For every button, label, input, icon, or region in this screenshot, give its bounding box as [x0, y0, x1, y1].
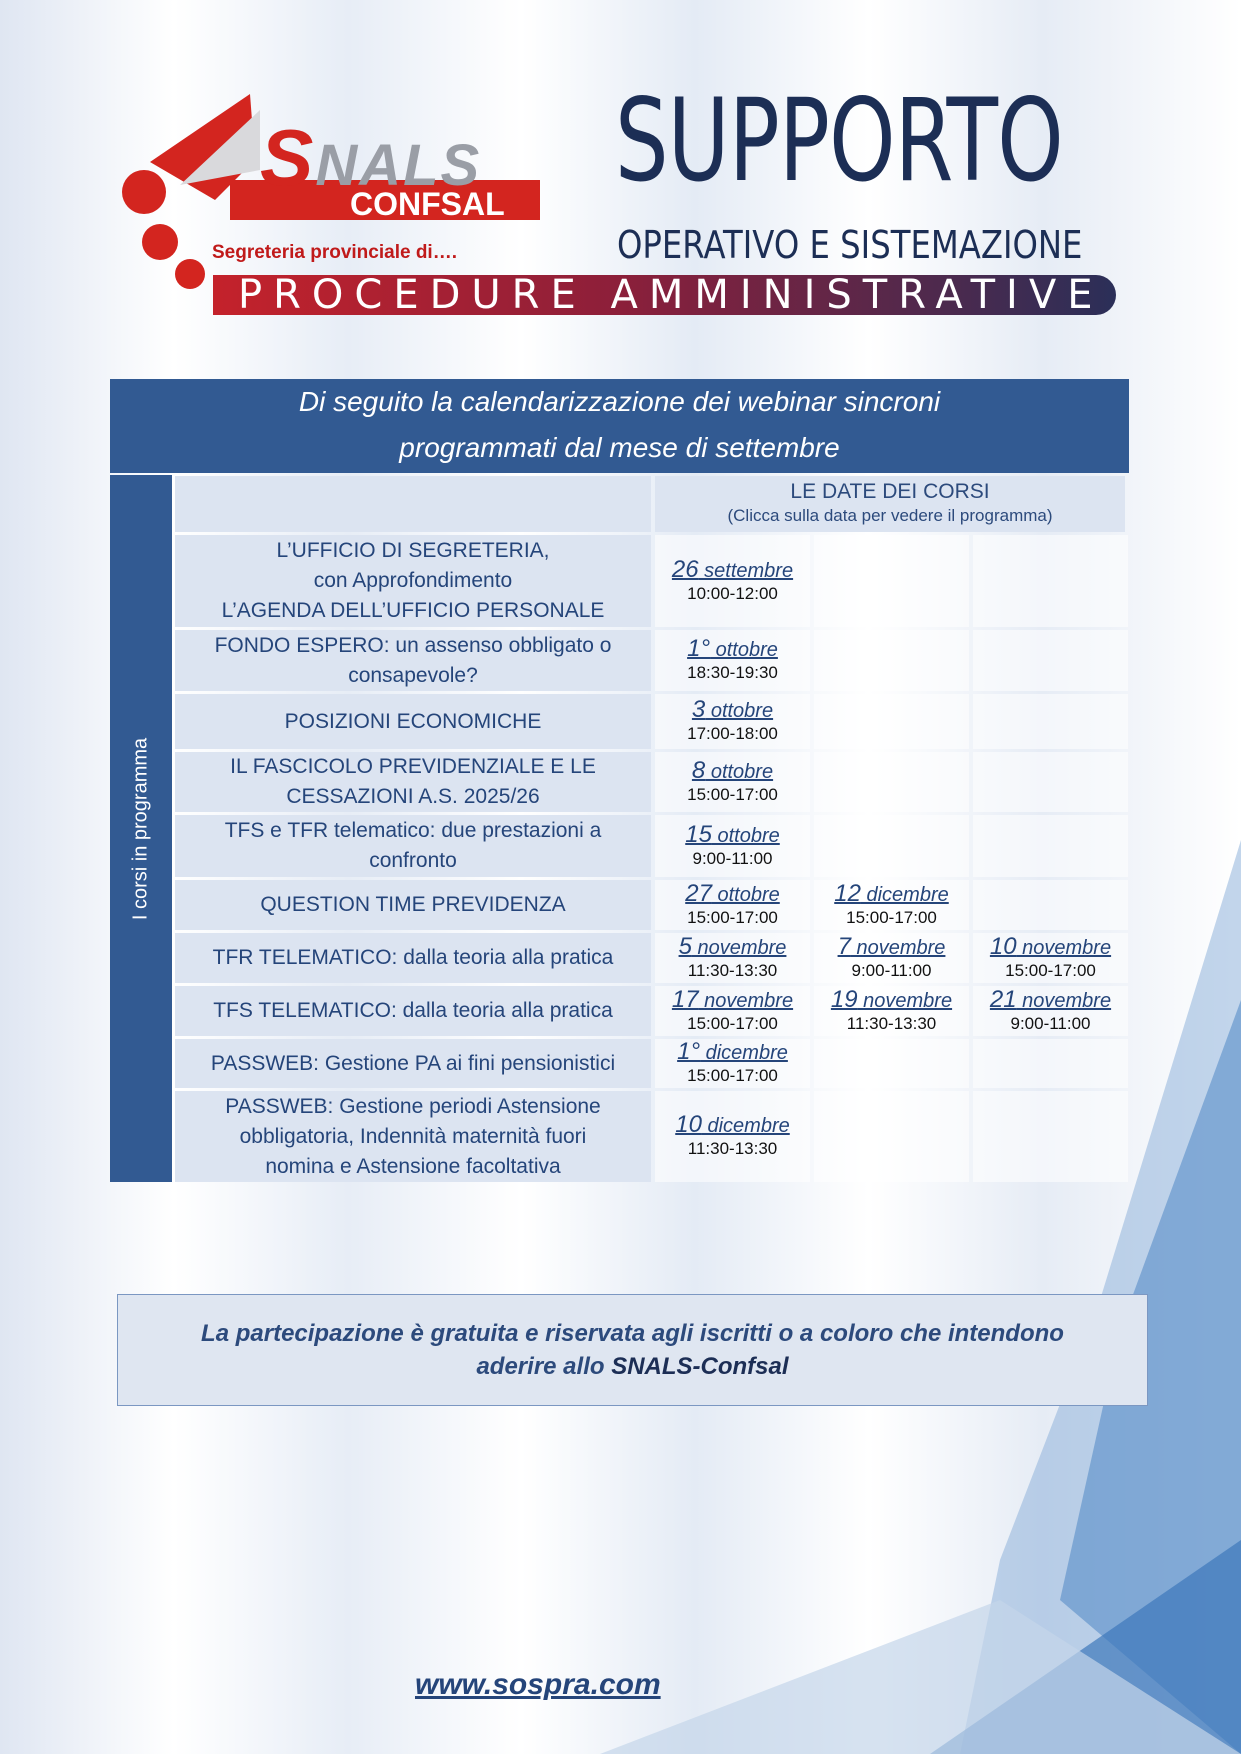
course-name-line: obbligatoria, Indennità maternità fuori: [239, 1124, 587, 1148]
date-month: dicembre: [701, 1115, 790, 1137]
empty-date-cell: [973, 694, 1128, 749]
date-cell[interactable]: [655, 933, 810, 983]
date-month: ottobre: [710, 639, 778, 661]
empty-date-cell: [814, 1091, 969, 1182]
date-month: dicembre: [860, 883, 949, 906]
date-time: 15:00-17:00: [687, 1013, 778, 1033]
date-cell[interactable]: [655, 535, 810, 627]
date-month: ottobre: [711, 824, 780, 847]
date-month: novembre: [1016, 936, 1112, 959]
date-day: 26: [671, 555, 699, 583]
date-cell[interactable]: [973, 986, 1128, 1036]
date-time: 15:00-17:00: [1005, 960, 1096, 980]
note-brand: SNALS-Confsal: [611, 1353, 789, 1380]
empty-date-cell: [973, 1039, 1128, 1088]
course-name-line: TFS e TFR telematico: due prestazioni a: [224, 819, 602, 842]
course-name-line: POSIZIONI ECONOMICHE: [284, 709, 542, 733]
date-cell[interactable]: [655, 630, 810, 691]
date-cell[interactable]: [814, 933, 969, 983]
participation-note: [117, 1294, 1148, 1406]
date-month: ottobre: [705, 700, 774, 722]
date-cell[interactable]: [973, 933, 1128, 983]
date-month: novembre: [698, 989, 794, 1012]
page-title: SUPPORTO: [615, 74, 1063, 207]
date-day: 19: [830, 985, 858, 1013]
date-month: novembre: [691, 936, 787, 959]
date-link[interactable]: [677, 1040, 788, 1065]
date-time: 15:00-17:00: [687, 784, 778, 804]
page-subtitle: OPERATIVO E SISTEMAZIONE: [617, 223, 1083, 267]
date-day: 5: [678, 932, 692, 960]
date-day: 12: [834, 879, 861, 907]
course-name-line: consapevole?: [348, 663, 478, 687]
date-cell[interactable]: [655, 1091, 810, 1182]
date-link[interactable]: [830, 985, 953, 1013]
date-day: 3: [691, 696, 706, 723]
date-day: 17: [671, 985, 699, 1013]
date-cell[interactable]: [655, 752, 810, 812]
date-day: 1°: [677, 1038, 701, 1065]
date-cell[interactable]: [655, 986, 810, 1036]
course-name-line: FONDO ESPERO: un assenso obbligato o: [214, 633, 612, 657]
date-time: 15:00-17:00: [846, 907, 937, 927]
date-day: 10: [675, 1111, 702, 1138]
date-link[interactable]: [989, 932, 1112, 960]
confsal-wordmark: CONFSAL: [350, 186, 505, 222]
date-day: 1°: [687, 635, 711, 662]
course-name: [175, 933, 651, 983]
course-name-line: PASSWEB: Gestione PA ai fini pensionistici: [210, 1051, 616, 1075]
note-line-1: La partecipazione è gratuita e riservata agli iscritti o a coloro che intendono: [201, 1320, 1064, 1347]
empty-date-cell: [814, 1039, 969, 1088]
empty-date-cell: [814, 752, 969, 812]
date-time: 17:00-18:00: [687, 724, 778, 743]
dates-header: LE DATE DEI CORSI: [790, 480, 990, 503]
date-time: 9:00-11:00: [851, 960, 932, 980]
course-name: [175, 1039, 651, 1088]
date-time: 18:30-19:30: [687, 663, 778, 682]
empty-date-cell: [814, 694, 969, 749]
date-day: 15: [685, 820, 712, 848]
date-link[interactable]: [671, 555, 794, 583]
snals-wordmark: SNALS: [260, 113, 482, 202]
date-day: 21: [989, 985, 1017, 1013]
course-name: [175, 630, 651, 691]
date-time: 10:00-12:00: [687, 583, 778, 603]
date-month: dicembre: [700, 1042, 788, 1064]
date-time: 11:30-13:30: [687, 1139, 778, 1158]
date-link[interactable]: [685, 820, 780, 848]
date-time: 9:00-11:00: [692, 848, 773, 868]
date-link[interactable]: [675, 1113, 790, 1138]
date-link[interactable]: [837, 932, 946, 960]
date-link[interactable]: [692, 698, 773, 723]
table-header-dates: [655, 476, 1125, 532]
dates-subheader: (Clicca sulla data per vedere il programma): [727, 506, 1053, 525]
intro-line-1: Di seguito la calendarizzazione dei webinar sincroni: [298, 386, 941, 417]
course-name-line: IL FASCICOLO PREVIDENZIALE E LE: [230, 755, 596, 778]
segreteria-label: Segreteria provinciale di….: [212, 242, 457, 263]
intro-banner: [110, 379, 1129, 473]
date-time: 15:00-17:00: [687, 907, 778, 927]
note-line-2: aderire allo SNALS-Confsal: [476, 1353, 789, 1380]
date-cell[interactable]: [655, 815, 810, 877]
course-name-line: CESSAZIONI A.S. 2025/26: [286, 785, 540, 808]
date-time: 15:00-17:00: [687, 1066, 778, 1085]
empty-date-cell: [973, 630, 1128, 691]
table-side-label: I corsi in programma: [110, 475, 172, 1182]
course-name-line: con Approfondimento: [313, 569, 513, 592]
date-month: settembre: [698, 559, 794, 582]
date-time: 11:30-13:30: [846, 1013, 937, 1033]
course-name: [175, 880, 651, 930]
date-link[interactable]: [685, 879, 780, 907]
date-day: 27: [685, 879, 712, 907]
course-name: [175, 815, 651, 877]
date-month: novembre: [857, 989, 953, 1012]
course-name-line: TFS TELEMATICO: dalla teoria alla pratica: [213, 999, 613, 1022]
date-link[interactable]: [989, 985, 1112, 1013]
course-name-line: PASSWEB: Gestione periodi Astensione: [225, 1094, 601, 1118]
date-link[interactable]: [687, 637, 778, 662]
date-cell[interactable]: [814, 986, 969, 1036]
date-cell[interactable]: [655, 1039, 810, 1088]
date-cell[interactable]: [814, 880, 969, 930]
date-cell[interactable]: [655, 880, 810, 930]
empty-date-cell: [973, 880, 1128, 930]
course-name: [175, 986, 651, 1036]
table-header-empty: [175, 476, 651, 532]
date-day: 7: [837, 932, 851, 960]
course-name: [175, 1091, 651, 1182]
date-month: novembre: [850, 936, 946, 959]
date-time: 11:30-13:30: [687, 960, 778, 980]
date-month: novembre: [1016, 989, 1112, 1012]
date-day: 10: [989, 932, 1017, 960]
course-name-line: QUESTION TIME PREVIDENZA: [260, 893, 566, 916]
date-day: 8: [691, 756, 706, 784]
date-month: ottobre: [705, 760, 774, 783]
empty-date-cell: [814, 815, 969, 877]
course-name: [175, 535, 651, 627]
intro-line-2: programmati dal mese di settembre: [399, 432, 840, 463]
course-name-line: nomina e Astensione facoltativa: [265, 1154, 561, 1178]
date-link[interactable]: [834, 879, 949, 907]
course-name-line: L’AGENDA DELL’UFFICIO PERSONALE: [221, 599, 605, 622]
course-name: [175, 752, 651, 812]
course-name: [175, 694, 651, 749]
empty-date-cell: [973, 815, 1128, 877]
title-band-text: PROCEDURE AMMINISTRATIVE: [238, 272, 1104, 318]
empty-date-cell: [973, 535, 1128, 627]
date-link[interactable]: [671, 985, 794, 1013]
website-link[interactable]: www.sospra.com: [415, 1668, 661, 1701]
course-name-line: confronto: [369, 849, 457, 872]
date-link[interactable]: [691, 756, 774, 784]
empty-date-cell: [814, 535, 969, 627]
date-link[interactable]: [678, 932, 787, 960]
course-name-line: TFR TELEMATICO: dalla teoria alla pratica: [212, 946, 614, 969]
empty-date-cell: [973, 752, 1128, 812]
date-month: ottobre: [711, 883, 780, 906]
empty-date-cell: [973, 1091, 1128, 1182]
date-cell[interactable]: [655, 694, 810, 749]
empty-date-cell: [814, 630, 969, 691]
course-name-line: L’UFFICIO DI SEGRETERIA,: [276, 539, 550, 562]
date-time: 9:00-11:00: [1010, 1013, 1091, 1033]
